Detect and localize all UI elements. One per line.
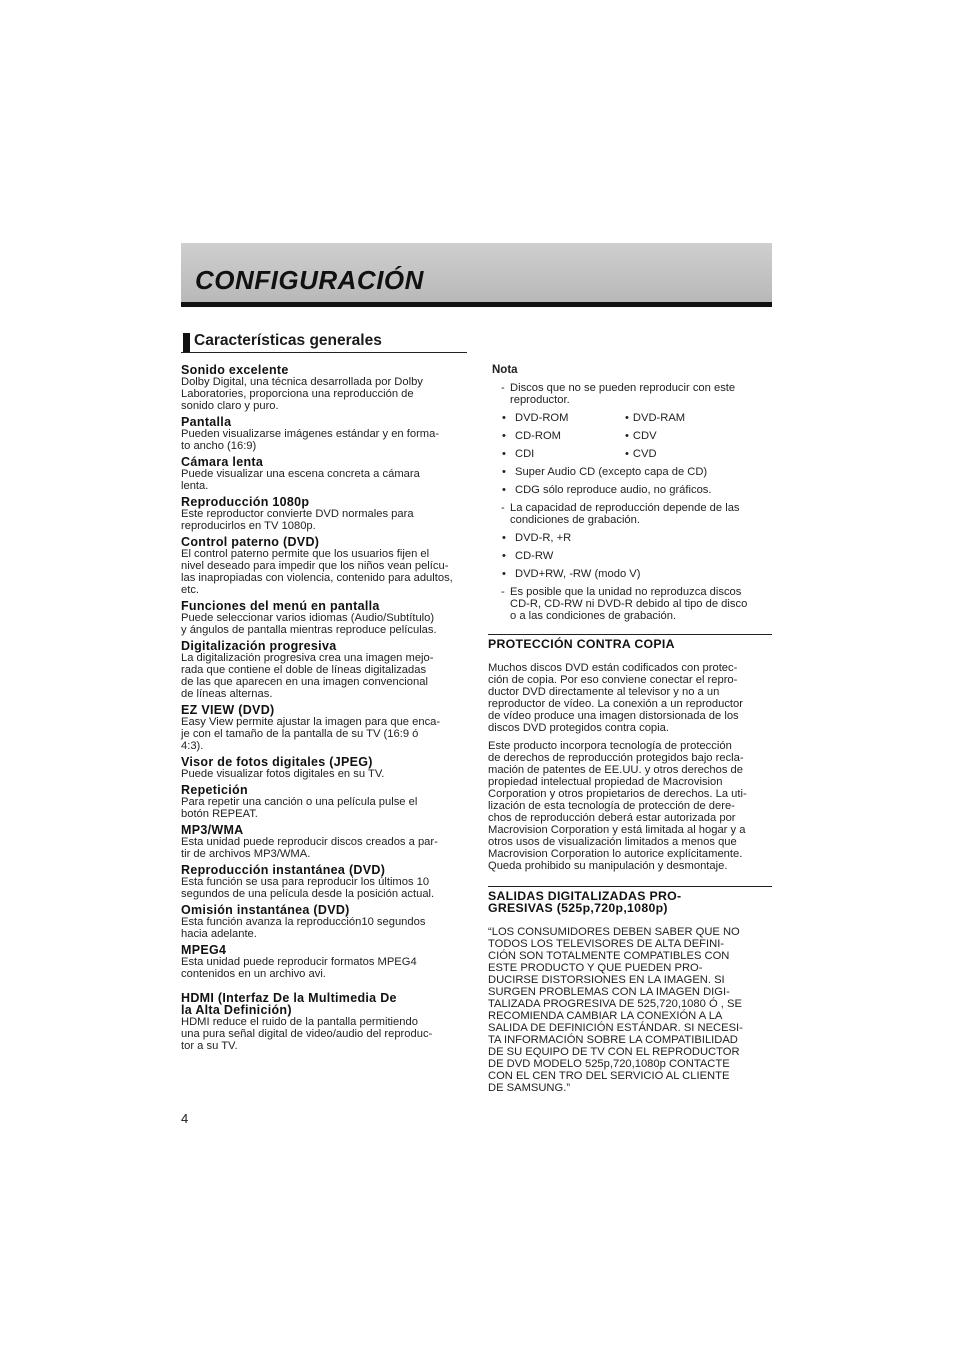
title-rule [181,302,772,307]
feature-line: Para repetir una canción o una película pulse el [181,796,418,808]
nota-line: o a las condiciones de grabación. [510,610,677,622]
feature-title: la Alta Definición) [181,1003,292,1017]
feature-line: las inapropiadas con violencia, contenido para adultos, [181,572,453,584]
nota-title: Nota [492,364,518,376]
salidas-title: SALIDAS DIGITALIZADAS PRO- [488,889,682,903]
feature-line: hacia adelante. [181,928,257,940]
feature-line: 4:3). [181,740,204,752]
bullet-marker: • [502,550,506,562]
feature-title: Reproducción instantánea (DVD) [181,863,386,877]
feature-title: Omisión instantánea (DVD) [181,903,350,917]
nota-line: condiciones de grabación. [510,514,640,526]
feature-title: Repetición [181,783,248,797]
bullet-marker: • [502,412,506,424]
page-title: CONFIGURACIÓN [195,265,424,295]
section-header [181,331,467,353]
bullet-marker: • [625,430,629,442]
feature-line: etc. [181,584,200,596]
body-line: Queda prohibido su manipulación y desmontaje. [488,860,728,872]
feature-mp3-wma [181,824,467,860]
body-line: reproductor de vídeo. La conexión a un reproductor [488,698,743,710]
notes-column [488,364,772,1100]
body-line: ción de copia. Por eso conviene conectar el repro- [488,674,738,686]
feature-line: Esta función avanza la reproducción10 segundos [181,916,426,928]
feature-title: MPEG4 [181,943,227,957]
disc-type: CDV [632,430,657,442]
feature-ez-view [181,704,467,752]
feature-hdmi [181,992,467,1052]
body-line: lización de esta tecnología de protección de dere- [488,800,735,812]
body-line: otros usos de visualización limitados a menos que [488,836,737,848]
bullet-marker: • [502,448,506,460]
feature-line: Esta unidad puede reproducir formatos MPEG4 [181,956,417,968]
proteccion-title: PROTECCIÓN CONTRA COPIA [488,637,675,651]
feature-line: tir de archivos MP3/WMA. [181,848,311,860]
feature-line: Laboratories, proporciona una reproducción de [181,388,414,400]
body-line: RECOMIENDA CAMBIAR LA CONEXIÓN A LA [488,1010,723,1022]
dash-marker: - [501,382,505,394]
proteccion-heading [488,634,772,650]
disc-type: DVD-R, +R [515,532,572,544]
disc-item [488,550,772,562]
feature-title: Sonido excelente [181,363,289,377]
body-line: CIÓN SON TOTALMENTE COMPATIBLES CON [488,950,730,962]
feature-digitalizacion [181,640,467,700]
feature-camara-lenta [181,456,467,492]
disc-pair [488,448,772,460]
feature-line: tor a su TV. [181,1040,238,1052]
feature-line: Easy View permite ajustar la imagen para que enca- [181,716,441,728]
body-line: ductor DVD directamente al televisor y no a un [488,686,720,698]
nota-line: reproductor. [510,394,570,406]
body-line: TA INFORMACIÓN SOBRE LA COMPATIBILIDAD [488,1034,738,1046]
feature-line: Puede visualizar una escena concreta a cámara [181,468,420,480]
feature-title: Pantalla [181,415,232,429]
feature-title: Funciones del menú en pantalla [181,599,380,613]
bullet-marker: • [502,532,506,544]
body-line: de vídeo produce una imagen distorsionada de los [488,710,739,722]
disc-type: DVD-ROM [515,412,569,424]
body-line: “LOS CONSUMIDORES DEBEN SABER QUE NO [488,926,740,938]
feature-line: rada que contiene el doble de líneas digitalizadas [181,664,427,676]
feature-line: Esta función se usa para reproducir los últimos 10 [181,876,430,888]
bullet-marker: • [502,484,506,496]
feature-1080p [181,496,467,532]
bullet-marker: • [502,568,506,580]
feature-title: Control paterno (DVD) [181,535,320,549]
feature-visor-fotos [181,756,467,780]
feature-line: nivel deseado para impedir que los niños vean pelícu- [181,560,449,572]
salidas-title: GRESIVAS (525p,720p,1080p) [488,901,668,915]
salidas-heading [488,886,772,914]
body-line: Macrovision Corporation lo autorice explícitamente. [488,848,743,860]
feature-pantalla [181,416,467,452]
feature-title: Cámara lenta [181,455,264,469]
feature-line: lenta. [181,480,209,492]
body-line: discos DVD protegidos contra copia. [488,722,669,734]
disc-item [488,466,772,478]
dash-marker: - [501,502,505,514]
feature-title: HDMI (Interfaz De la Multimedia De [181,991,397,1005]
feature-line: Dolby Digital, una técnica desarrollada por Dolby [181,376,423,388]
feature-line: una pura señal digital de video/audio del reproduc- [181,1028,433,1040]
bullet-marker: • [502,466,506,478]
body-line: chos de reproducción deberá estar autorizada por [488,812,736,824]
body-line: CON EL CEN TRO DEL SERVICIO AL CLIENTE [488,1070,730,1082]
body-line: ESTE PRODUCTO Y QUE PUEDEN PRO- [488,962,703,974]
body-line: de derechos de reproducción protegidos bajo recla- [488,752,744,764]
bullet-marker: • [625,412,629,424]
section-title: Características generales [194,332,382,349]
disc-item [488,532,772,544]
nota-line: Es posible que la unidad no reproduzca discos [510,586,742,598]
bullet-marker: • [502,430,506,442]
feature-line: botón REPEAT. [181,808,258,820]
nota-condition [488,502,772,526]
dash-marker: - [501,586,505,598]
feature-title: MP3/WMA [181,823,244,837]
nota-line: Discos que no se pueden reproducir con este [510,382,736,394]
feature-line: contenidos en un archivo avi. [181,968,326,980]
feature-mpeg4 [181,944,467,980]
body-line: Muchos discos DVD están codificados con protec- [488,662,738,674]
body-line: DE SU EQUIPO DE TV CON EL REPRODUCTOR [488,1046,740,1058]
disc-type: CD-ROM [515,430,561,442]
feature-line: Puede seleccionar varios idiomas (Audio/Subtítulo) [181,612,435,624]
disc-item [488,568,772,580]
body-line: SALIDA DE DEFINICIÓN ESTÁNDAR. SI NECESI- [488,1022,743,1034]
feature-line: y ángulos de pantalla mientras reproduce películas. [181,624,437,636]
disc-type: CVD [632,448,657,460]
feature-omision-instantanea [181,904,467,940]
feature-line: de líneas alternas. [181,688,273,700]
nota-line: CD-R, CD-RW ni DVD-R debido al tipo de disco [510,598,748,610]
body-line: TALIZADA PROGRESIVA DE 525,720,1080 Ó , SE [488,998,742,1010]
feature-line: sonido claro y puro. [181,400,279,412]
feature-reproduccion-instantanea [181,864,467,900]
bullet-marker: • [625,448,629,460]
body-line: SURGEN PROBLEMAS CON LA IMAGEN DIGI- [488,986,730,998]
body-line: DE DVD MODELO 525p,720,1080p CONTACTE [488,1058,730,1070]
disc-type: CDG sólo reproduce audio, no gráficos. [515,484,712,496]
body-line: propiedad intelectual propiedad de Macrovision [488,776,723,788]
body-line: Este producto incorpora tecnología de protección [488,740,732,752]
disc-type: CD-RW [515,550,554,562]
nota-line: La capacidad de reproducción depende de las [510,502,740,514]
feature-title: EZ VIEW (DVD) [181,703,275,717]
disc-pair [488,412,772,424]
body-line: Corporation y otros propietarios de derechos. La uti- [488,788,747,800]
feature-title: Visor de fotos digitales (JPEG) [181,755,373,769]
feature-line: La digitalización progresiva crea una imagen mejo- [181,652,434,664]
feature-line: segundos de una película desde la posición actual. [181,888,435,900]
body-line: DE SAMSUNG.” [488,1082,571,1094]
feature-line: reproducirlos en TV 1080p. [181,520,316,532]
disc-type: DVD-RAM [632,412,686,424]
body-line: Macrovision Corporation y está limitada al hogar y a [488,824,746,836]
nota-final [488,586,772,622]
feature-line: El control paterno permite que los usuarios fijen el [181,548,430,560]
features-column [181,364,467,1056]
feature-line: de las que aparecen en una imagen convencional [181,676,428,688]
salidas-paragraph [488,926,772,1094]
page-number: 4 [181,1111,189,1126]
feature-title: Digitalización progresiva [181,639,337,653]
feature-control-paterno [181,536,467,596]
body-line: mación de patentes de EE.UU. y otros derechos de [488,764,743,776]
body-line: TODOS LOS TELEVISORES DE ALTA DEFINI- [488,938,725,950]
feature-line: je con el tamaño de la pantalla de su TV (16:9 ó [181,728,419,740]
proteccion-paragraph-2 [488,740,772,872]
nota-intro [488,382,772,406]
feature-line: Puede visualizar fotos digitales en su TV. [181,768,385,780]
disc-item [488,484,772,496]
feature-line: to ancho (16:9) [181,440,257,452]
disc-type: Super Audio CD (excepto capa de CD) [515,466,708,478]
feature-line: HDMI reduce el ruido de la pantalla permitiendo [181,1016,418,1028]
feature-title: Reproducción 1080p [181,495,310,509]
feature-line: Pueden visualizarse imágenes estándar y en forma- [181,428,440,440]
feature-repeticion [181,784,467,820]
proteccion-paragraph-1 [488,662,772,734]
feature-line: Este reproductor convierte DVD normales para [181,508,414,520]
body-line: DUCIRSE DISTORSIONES EN LA IMAGEN. SI [488,974,725,986]
feature-sonido [181,364,467,412]
section-marker [183,333,190,352]
disc-type: DVD+RW, -RW (modo V) [515,568,641,580]
feature-line: Esta unidad puede reproducir discos creados a par- [181,836,438,848]
disc-type: CDI [515,448,535,460]
feature-menu-pantalla [181,600,467,636]
disc-pair [488,430,772,442]
